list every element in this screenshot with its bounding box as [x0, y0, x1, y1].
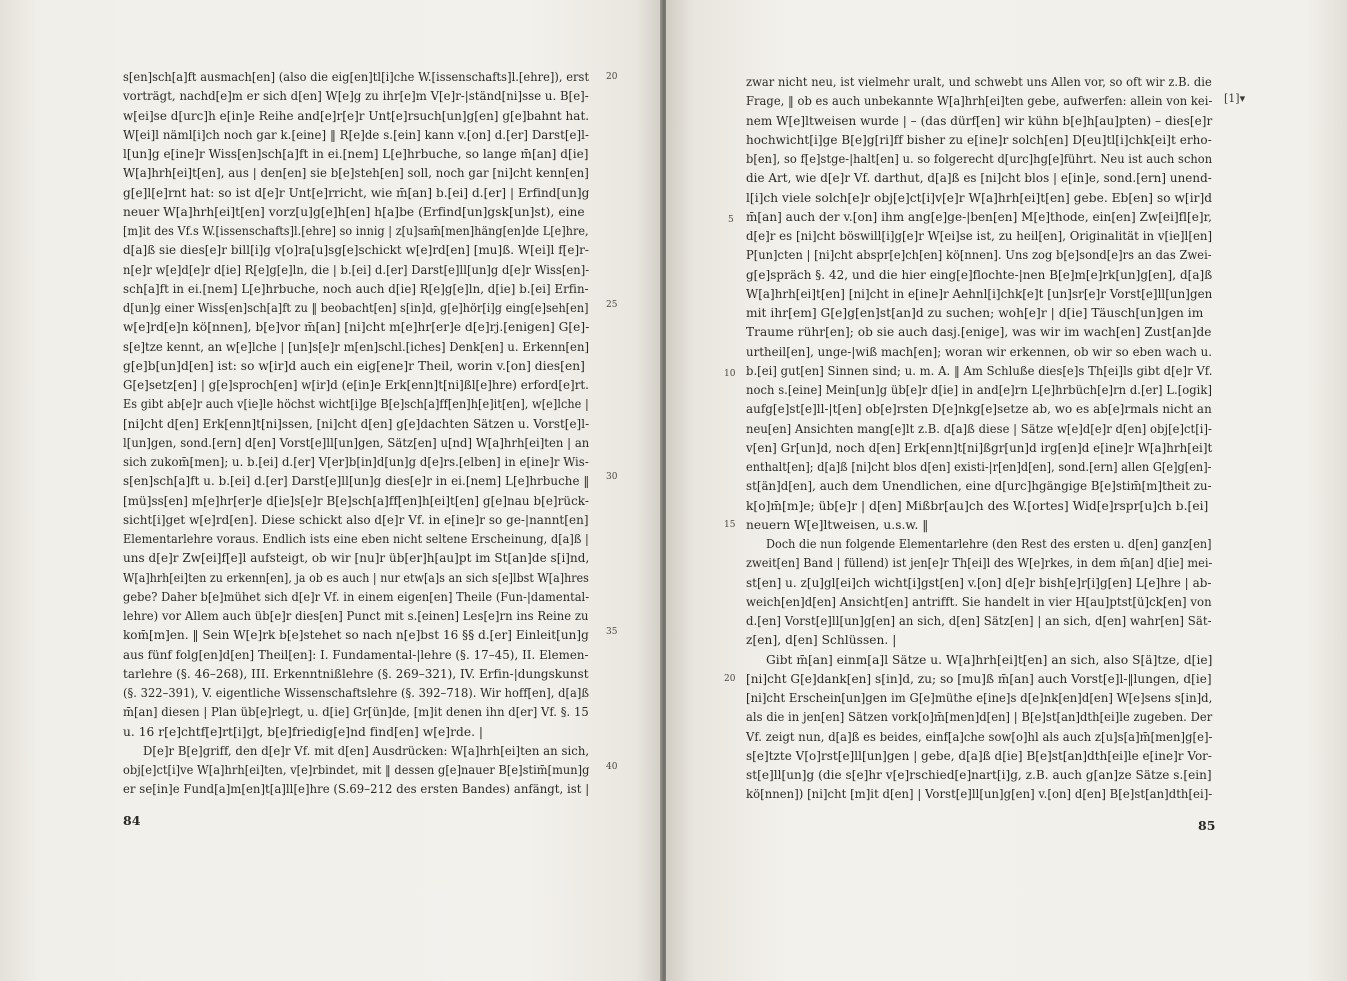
- text-line: mit ihr[em] G[e]g[en]st[an]d zu suchen; woh[e]r | d[ie] Täusch[un]gen im: [746, 306, 1204, 320]
- line-number: 40: [606, 762, 618, 772]
- right-page: [666, 0, 1347, 981]
- text-line: s[en]sch[a]ft ausmach[en] (also die eig[en]tl[i]che W.[issenschafts]l.[ehre]), erst: [123, 70, 590, 84]
- text-line: s[e]tzte V[o]rst[e]ll[un]gen | gebe, d[a]ß d[ie] B[e]st[an]dth[ei]le e[ine]r Vor-: [746, 748, 1213, 763]
- text-line: er se[in]e Fund[a]m[en]t[a]ll[e]hre (S.69–212 des ersten Bandes) anfängt, ist |: [123, 782, 590, 797]
- page-number: 85: [1198, 818, 1216, 833]
- text-line: uns d[e]r Zw[ei]f[e]l aufsteigt, ob wir [nu]r üb[er]h[au]pt im St[an]de s[i]nd,: [123, 551, 590, 566]
- text-line: d[un]g einer Wiss[en]sch[a]ft zu ‖ beobacht[en] s[in]d, g[e]hör[i]g eing[e]seh[en]: [123, 301, 589, 315]
- page-number: 84: [123, 813, 141, 828]
- text-line: d[e]r es [ni]cht böswill[i]g[e]r W[ei]se ist, zu heil[en], Originalität in v[ie]l[en]: [746, 229, 1213, 243]
- text-line: G[e]setz[en] | g[e]sproch[en] w[ir]d (e[in]e Erk[enn]t[ni]ßl[e]hre) erford[e]rt.: [123, 378, 589, 392]
- text-line: enthalt[en]; d[a]ß [ni]cht blos d[en] existi-|r[en]d[en], sond.[ern] allen G[e]g[en]-: [746, 460, 1212, 474]
- text-line: obj[e]ct[i]ve W[a]hrh[ei]ten, v[e]rbindet, mit ‖ dessen g[e]nauer B[e]stim̄[mun]g: [123, 763, 590, 777]
- text-line: g[e]spräch §. 42, und die hier eing[e]flochte-|nen B[e]m[e]rk[un]g[en], d[a]ß: [746, 267, 1213, 282]
- text-line: s[en]sch[a]ft u. b.[ei] d.[er] Darst[e]ll[un]g dies[e]r in ei.[nem] L[e]hrbuche ‖: [123, 474, 590, 489]
- text-line: W[a]hrh[ei]t[en], aus | den[en] sie b[e]steh[en] soll, noch gar [ni]cht kenn[en]: [123, 166, 589, 181]
- text-line: l[un]g e[ine]r Wiss[en]sch[a]ft in ei.[nem] L[e]hrbuche, so lange m̄[an] d[ie]: [123, 147, 589, 161]
- text-line: neu[en] Ansichten mang[e]lt z.B. d[a]ß diese | Sätze w[e]d[e]r d[en] obj[e]ct[i]-: [746, 421, 1212, 436]
- text-line: Doch die nun folgende Elementarlehre (den Rest des ersten u. d[en] ganz[en]: [766, 537, 1212, 551]
- text-line: Gibt m̄[an] einm[a]l Sätze u. W[a]hrh[ei]t[en] an sich, also S[ä]tze, d[ie]: [766, 652, 1213, 667]
- text-line: P[un]cten | [ni]cht abspr[e]ch[en] kö[nnen]. Uns zog b[e]sond[e]rs an das Zwei-: [746, 248, 1212, 263]
- text-line: Vf. zeigt nun, d[a]ß es beides, einf[a]che sow[o]hl als auch z[u]s[a]m̄[men]g[e]-: [746, 729, 1213, 744]
- text-line: neuer W[a]hrh[ei]t[en] vorz[u]g[e]h[en] h[a]be (Erfind[un]gsk[un]st), eine: [123, 204, 585, 219]
- text-line: aufg[e]st[e]ll-|t[en] ob[e]rsten D[e]nkg[e]setze ab, wo es ab[e]rmals nicht an: [746, 402, 1212, 417]
- text-line: st[e]ll[un]g (die s[e]hr v[e]rschied[e]nart[i]g, z.B. auch g[an]ze Sätze s.[ein]: [746, 768, 1212, 782]
- text-line: weich[en]d[en] Ansicht[en] antrifft. Sie handelt in vier H[au]ptst[ü]ck[en] von: [746, 594, 1212, 609]
- text-line: u. 16 r[e]chtf[e]rt[i]gt, b[e]friedig[e]nd find[en] w[e]rde. |: [123, 724, 484, 739]
- text-line: l[i]ch viele solch[e]r obj[e]ct[i]v[e]r W[a]hrh[ei]t[en] gebe. Eb[en] so w[ir]d: [746, 190, 1213, 205]
- text-line: tarlehre (§. 46–268), III. Erkenntnißlehre (§. 269–321), IV. Erfin-|dungskunst: [123, 666, 589, 681]
- text-line: w[ei]se d[urc]h e[in]e Reihe and[e]r[e]r Unt[e]rsuch[un]g[en] g[e]bahnt hat.: [123, 108, 590, 123]
- text-line: z[en], d[en] Schlüssen. |: [746, 633, 897, 648]
- text-line: vorträgt, nachd[e]m er sich d[en] W[e]g zu ihr[e]m V[e]r-|ständ[ni]sse u. B[e]-: [123, 89, 589, 104]
- text-line: d.[en] Vorst[e]ll[un]g[en] an sich, d[en] Sätz[en] | an sich, d[en] wahr[en] Sät-: [746, 614, 1212, 628]
- text-line: [ni]cht Erschein[un]gen im G[e]müthe e[ine]s d[e]nk[en]d[en] W[e]sens s[in]d,: [746, 691, 1213, 705]
- text-line: neuern W[e]ltweisen, u.s.w. ‖: [746, 517, 929, 532]
- text-line: st[en] u. z[u]gl[ei]ch wicht[i]gst[en] v.[on] d[e]r bish[e]r[i]g[en] L[e]hre | ab-: [746, 575, 1212, 590]
- text-line: als die in jen[en] Sätzen vork[o]m̄[men]d[en] | B[e]st[an]dth[ei]le zugeben. Der: [746, 710, 1213, 725]
- line-number: 5: [728, 215, 734, 225]
- text-line: urtheil[en], unge-|wiß mach[en]; woran wir erkennen, ob wir so eben wach u.: [746, 344, 1213, 359]
- text-line: [ni]cht d[en] Erk[enn]t[ni]ssen, [ni]cht d[en] g[e]dachten Sätzen u. Vorst[e]l-: [123, 416, 590, 431]
- line-number: 15: [724, 520, 736, 530]
- line-number: 20: [606, 72, 618, 82]
- text-line: l[un]gen, sond.[ern] d[en] Vorst[e]ll[un]gen, Sätz[en] u[nd] W[a]hrh[ei]ten | an: [123, 435, 590, 450]
- text-line: Frage, ‖ ob es auch unbekannte W[a]hrh[ei]ten gebe, aufwerfen: allein von kei-: [746, 94, 1213, 109]
- text-line: s[e]tze kennt, an w[e]lche | [un]s[e]r m[en]schl.[iches] Denk[en] u. Erkenn[en]: [123, 339, 590, 354]
- text-line: m̄[an] diesen | Plan üb[e]rlegt, u. d[ie] Gr[ün]de, [m]it denen ihn d[er] Vf. §. 15: [123, 705, 589, 720]
- text-line: b[en], so f[e]stge-|halt[en] u. so folgerecht d[urc]hg[e]führt. Neu ist auch schon: [746, 152, 1213, 166]
- text-line: aus fünf folg[en]d[en] Theil[en]: I. Fundamental-|lehre (§. 17–45), II. Elemen-: [123, 647, 589, 662]
- text-line: Traume rühr[en]; ob sie auch dasj.[enige], was wir im wach[en] Zust[an]de: [746, 325, 1212, 340]
- text-line: sch[a]ft in ei.[nem] L[e]hrbuche, noch auch d[ie] R[e]g[e]ln, d[ie] b.[ei] Erfin-: [123, 281, 589, 296]
- text-line: d[a]ß sie dies[e]r bill[i]g v[o]ra[u]sg[e]schickt w[e]rd[en] [mu]ß. W[ei]l f[e]r-: [123, 243, 589, 258]
- text-line: Es gibt ab[e]r auch v[ie]le höchst wicht[i]ge B[e]sch[a]ff[en]h[e]it[en], w[e]lche |: [123, 397, 589, 412]
- left-page: [0, 0, 662, 981]
- text-line: n[e]r w[e]d[e]r d[ie] R[e]g[e]ln, die | b.[ei] d.[er] Darst[e]ll[un]g d[e]r Wiss[en]-: [123, 262, 590, 277]
- text-line: sich zukom̄[men]; u. b.[ei] d.[er] V[er]b[in]d[un]g d[e]rs.[elben] in e[ine]r Wis-: [123, 455, 589, 469]
- margin-note: [1]▾: [1224, 92, 1246, 105]
- text-line: zweit[en] Band | füllend) ist jen[e]r Th[ei]l des W[e]rkes, in dem m̄[an] d[ie] mei-: [746, 556, 1213, 571]
- text-line: (§. 322–391), V. eigentliche Wissenschaftslehre (§. 392–718). Wir hoff[en], d[a]ß: [123, 686, 589, 700]
- text-line: die Art, wie d[e]r Vf. darthut, d[a]ß es [ni]cht blos | e[in]e, sond.[ern] unend-: [746, 171, 1212, 186]
- text-line: zwar nicht neu, ist vielmehr uralt, und schwebt uns Allen vor, so oft wir z.B. die: [746, 75, 1212, 89]
- text-line: W[ei]l näml[i]ch noch gar k.[eine] ‖ R[e]de s.[ein] kann v.[on] d.[er] Darst[e]l-: [123, 127, 589, 142]
- text-line: hochwicht[i]ge B[e]g[ri]ff bisher zu e[ine]r solch[en] D[eu]tl[i]chk[ei]t erho-: [746, 132, 1212, 147]
- text-line: kom̄[m]en. ‖ Sein W[e]rk b[e]stehet so nach n[e]bst 16 §§ d.[er] Einleit[un]g: [123, 628, 589, 643]
- text-line: D[e]r B[e]griff, den d[e]r Vf. mit d[en] Ausdrücken: W[a]hrh[ei]ten an sich,: [143, 743, 590, 758]
- text-line: sicht[i]get w[e]rd[en]. Diese schickt also d[e]r Vf. in e[ine]r so ge-|nannt[en]: [123, 512, 589, 527]
- text-line: g[e]l[e]rnt hat: so ist d[e]r Unt[e]rricht, wie m̄[an] b.[ei] d.[er] | Erfind[un]g: [123, 185, 590, 200]
- text-line: m̄[an] auch der v.[on] ihm ang[e]ge-|ben[en] M[e]thode, ein[en] Zw[ei]fl[e]r,: [746, 209, 1212, 224]
- text-line: g[e]b[un]d[en] ist: so w[ir]d auch ein eig[ene]r Theil, worin v.[on] dies[en]: [123, 358, 585, 373]
- text-line: k[o]m̄[m]e; üb[e]r | d[en] Mißbr[au]ch des W.[ortes] Wid[e]rspr[u]ch b.[ei]: [746, 498, 1209, 513]
- text-line: nem W[e]ltweisen wurde | – (das dürf[en] wir kühn b[e]h[au]pten) – dies[e]r: [746, 113, 1213, 128]
- line-number: 20: [724, 674, 736, 684]
- text-line: st[än]d[en], auch dem Unendlichen, eine d[urc]hgängige B[e]stim̄[m]theit zu-: [746, 479, 1212, 494]
- text-line: v[en] Gr[un]d, noch d[en] Erk[enn]t[ni]ßgr[un]d irg[en]d e[ine]r W[a]hrh[ei]t: [746, 440, 1213, 455]
- text-line: Elementarlehre voraus. Endlich ists eine eben nicht seltene Erscheinung, d[a]ß |: [123, 532, 589, 546]
- text-line: lehre) vor Allem auch üb[e]r dies[en] Punct mit s.[einen] Les[e]rn ins Reine zu: [123, 609, 589, 623]
- text-line: [m]it des Vf.s W.[issenschafts]l.[ehre] so innig | z[u]sam̄[men]häng[en]de L[e]hre,: [123, 224, 589, 238]
- line-number: 35: [606, 627, 618, 637]
- text-line: b.[ei] gut[en] Sinnen sind; u. m. A. ‖ Am Schluße dies[e]s Th[ei]ls gibt d[e]r Vf.: [746, 363, 1213, 378]
- text-line: kö[nnen]) [ni]cht [m]it d[en] | Vorst[e]ll[un]g[en] v.[on] d[en] B[e]st[an]dth[ei]-: [746, 787, 1213, 802]
- text-line: w[e]rd[e]n kö[nnen], b[e]vor m̄[an] [ni]cht m[e]hr[er]e d[e]rj.[enigen] G[e]-: [123, 320, 590, 335]
- line-number: 30: [606, 472, 618, 482]
- line-number: 10: [724, 369, 736, 379]
- text-line: W[a]hrh[ei]t[en] [ni]cht in e[ine]r Aehnl[i]chk[e]t [un]sr[e]r Vorst[e]ll[un]gen: [746, 286, 1213, 301]
- line-number: 25: [606, 300, 618, 310]
- text-line: [mü]ss[en] m[e]hr[er]e d[ie]s[e]r B[e]sch[a]ff[en]h[ei]t[en] g[e]nau b[e]rück-: [123, 493, 589, 508]
- text-line: gebe? Daher b[e]mühet sich d[e]r Vf. in einem eigen[en] Theile (Fun-|damental-: [123, 589, 590, 604]
- text-line: W[a]hrh[ei]ten zu erkenn[en], ja ob es auch | nur etw[a]s an sich s[e]lbst W[a]hres: [123, 570, 589, 585]
- text-line: noch s.[eine] Mein[un]g üb[e]r d[ie] in and[e]rn L[e]hrbüch[e]rn d.[er] L.[ogik]: [746, 383, 1213, 397]
- text-line: [ni]cht G[e]dank[en] s[in]d, zu; so [mu]ß m̄[an] auch Vorst[e]l-‖lungen, d[ie]: [746, 671, 1212, 686]
